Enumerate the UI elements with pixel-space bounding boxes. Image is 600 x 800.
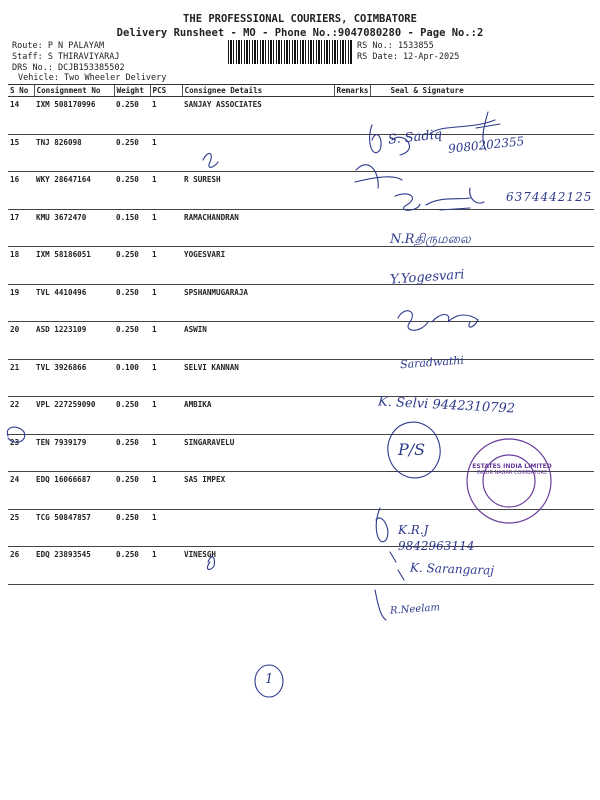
row-weight: 0.250 — [114, 397, 150, 435]
row-pcs: 1 — [150, 97, 182, 135]
handwriting-signature-21: K. Selvi 9442310792 — [377, 394, 516, 417]
row-consignment-no: TVL 3926866 — [34, 359, 114, 397]
stamp-ring-text: ESTATES INDIA LIMITED — [472, 463, 552, 470]
handwriting-signature-14: S. Sadiq — [387, 127, 443, 148]
handwriting-initials-22: P/S — [398, 440, 426, 459]
ink-tick-25 — [390, 552, 404, 580]
row-consignment-no: EDQ 16066687 — [34, 472, 114, 510]
row-consignee: SINGARAVELU — [182, 434, 334, 472]
row-weight: 0.250 — [114, 134, 150, 172]
row-consignee: SAS IMPEX — [182, 472, 334, 510]
row-consignee: AMBIKA — [182, 397, 334, 435]
row-weight: 0.250 — [114, 172, 150, 210]
ink-mark-15 — [203, 153, 218, 167]
row-weight: 0.250 — [114, 472, 150, 510]
row-sno: 25 — [8, 509, 34, 547]
row-pcs: 1 — [150, 209, 182, 247]
runsheet-subtitle: Delivery Runsheet - MO - Phone No.:9047080280 - Page No.:2 — [116, 27, 484, 39]
handwriting-signature-20: Saradwathi — [399, 353, 465, 372]
row-sno: 15 — [8, 134, 34, 172]
col-pcs: PCS — [150, 85, 182, 97]
company-stamp — [472, 448, 552, 518]
row-consignment-no: TEN 7939179 — [34, 434, 114, 472]
row-sno: 22 — [8, 397, 34, 435]
row-sno: 16 — [8, 172, 34, 210]
handwriting-phone-16: 6374442125 — [506, 190, 593, 204]
row-sno: 14 — [8, 97, 34, 135]
row-sno: 18 — [8, 247, 34, 285]
ink-mark-25 — [207, 557, 214, 570]
row-consignee: RAMACHANDRAN — [182, 209, 334, 247]
row-consignment-no: TNJ 826098 — [34, 134, 114, 172]
col-signature: Seal & Signature — [370, 85, 594, 97]
row-consignee: SELVI KANNAN — [182, 359, 334, 397]
col-consignee: Consignee Details — [182, 85, 334, 97]
row-weight: 0.150 — [114, 209, 150, 247]
row-pcs: 1 — [150, 434, 182, 472]
handwriting-signature-17: N.Rதிருமலை — [390, 232, 471, 247]
row-weight: 0.250 — [114, 509, 150, 547]
row-sno: 24 — [8, 472, 34, 510]
row-consignment-no: ASD 1223109 — [34, 322, 114, 360]
row-consignee: SANJAY ASSOCIATES — [182, 97, 334, 135]
runsheet-title: THE PROFESSIONAL COURIERS, COIMBATORE — [183, 13, 417, 25]
page-number-mark: 1 — [265, 672, 274, 687]
row-weight: 0.250 — [114, 434, 150, 472]
row-consignee: YOGESVARI — [182, 247, 334, 285]
signature-scribble-16 — [395, 188, 484, 210]
handwriting-signature-18: Y.Yogesvari — [389, 267, 465, 288]
row-pcs: 1 — [150, 547, 182, 585]
row-weight: 0.250 — [114, 284, 150, 322]
ink-line-26 — [375, 590, 386, 620]
row-consignee: VINESGH — [182, 547, 334, 585]
row-consignment-no: TVL 4410496 — [34, 284, 114, 322]
vehicle-label: Vehicle: Two Wheeler Delivery — [18, 73, 167, 83]
row-sno: 23 — [8, 434, 34, 472]
row-sno: 19 — [8, 284, 34, 322]
row-consignee: ASWIN — [182, 322, 334, 360]
handwriting-signature-26: R.Neelam — [389, 602, 441, 617]
col-sno: S No — [8, 85, 34, 97]
route-label: Route: P N PALAYAM — [12, 41, 105, 51]
drs-label: DRS No.: DCJB153385502 — [12, 63, 125, 73]
row-pcs: 1 — [150, 172, 182, 210]
handwriting-signature-25: K. Sarangaraj — [409, 560, 495, 578]
row-pcs: 1 — [150, 322, 182, 360]
row-consignment-no: TCG 50847857 — [34, 509, 114, 547]
row-consignment-no: WKY 28647164 — [34, 172, 114, 210]
row-sno: 21 — [8, 359, 34, 397]
handwriting-phone-14: 9080202355 — [447, 134, 525, 156]
row-consignment-no: EDQ 23893545 — [34, 547, 114, 585]
row-weight: 0.100 — [114, 359, 150, 397]
rs-number: RS No.: 1533855 — [357, 41, 434, 51]
row-weight: 0.250 — [114, 322, 150, 360]
row-consignee: SPSHANMUGARAJA — [182, 284, 334, 322]
col-weight: Weight — [114, 85, 150, 97]
row-consignment-no: IXM 58186051 — [34, 247, 114, 285]
row-pcs: 1 — [150, 134, 182, 172]
row-pcs: 1 — [150, 247, 182, 285]
row-pcs: 1 — [150, 509, 182, 547]
ink-line-15 — [355, 165, 402, 188]
row-pcs: 1 — [150, 284, 182, 322]
row-pcs: 1 — [150, 359, 182, 397]
rs-date: RS Date: 12-Apr-2025 — [357, 52, 460, 62]
row-consignment-no: KMU 3672470 — [34, 209, 114, 247]
row-consignment-no: IXM 508170996 — [34, 97, 114, 135]
row-consignee: R SURESH — [182, 172, 334, 210]
stamp-inner-text: INGUR NAGAR COIMBATORE — [476, 470, 548, 476]
signature-scribble-24 — [376, 508, 388, 542]
row-sno: 26 — [8, 547, 34, 585]
handwriting-signature-24: K.R.J 9842963114 — [398, 523, 475, 553]
staff-label: Staff: S THIRAVIYARAJ — [12, 52, 120, 62]
row-sno: 20 — [8, 322, 34, 360]
row-sno: 17 — [8, 209, 34, 247]
signature-scribble-19 — [398, 311, 478, 331]
col-remarks: Remarks — [334, 85, 370, 97]
row-weight: 0.250 — [114, 547, 150, 585]
col-consignment: Consignment No — [34, 85, 114, 97]
row-consignment-no: VPL 227259090 — [34, 397, 114, 435]
row-weight: 0.250 — [114, 247, 150, 285]
row-pcs: 1 — [150, 397, 182, 435]
row-pcs: 1 — [150, 472, 182, 510]
sno-circle-22 — [7, 427, 24, 442]
row-weight: 0.250 — [114, 97, 150, 135]
